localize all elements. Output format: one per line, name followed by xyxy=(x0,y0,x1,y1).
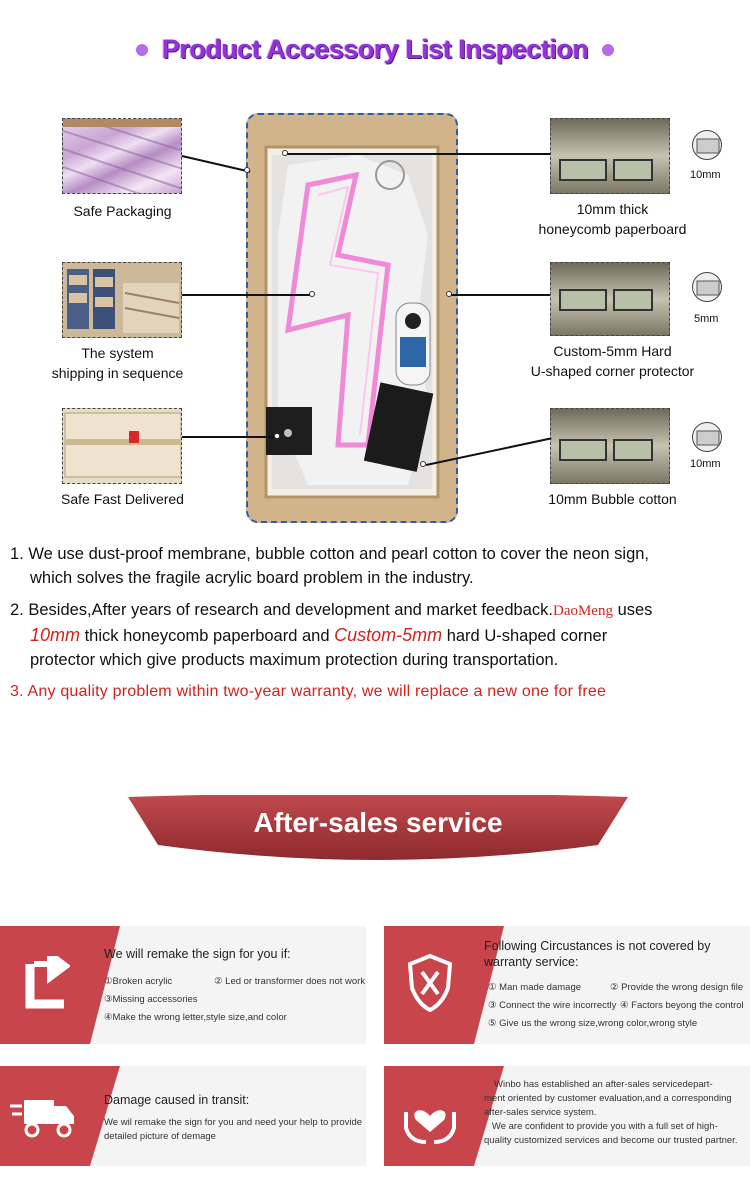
safe-packaging-photo xyxy=(62,118,182,194)
caliper-display-5 xyxy=(559,439,607,461)
caliper-display-4 xyxy=(613,289,653,311)
caliper-display-2 xyxy=(613,159,653,181)
card-not-covered-item: ② Provide the wrong design file xyxy=(610,982,744,993)
card-remake-item: ③Missing accessories xyxy=(104,994,198,1005)
connector-dot-corner xyxy=(446,291,452,297)
safe-packaging-caption: Safe Packaging xyxy=(73,203,172,219)
caliper-display-6 xyxy=(613,439,653,461)
shield-wrench-icon xyxy=(406,952,454,1012)
connector-line-delivered xyxy=(182,436,276,438)
card-remake xyxy=(0,926,366,1044)
card-remake-item: ①Broken acrylic xyxy=(104,976,173,987)
card-remake-item: ② Led or transformer does not work xyxy=(214,976,366,987)
caliper-display-3 xyxy=(559,289,607,311)
packaged-neon-sign-photo xyxy=(246,113,458,523)
bubble-badge: 10mm xyxy=(690,458,721,470)
card-not-covered-item: ① Man made damage xyxy=(488,982,582,993)
honeycomb-badge: 10mm xyxy=(690,169,721,181)
return-arrow-icon xyxy=(20,956,70,1012)
after-sales-banner xyxy=(128,795,628,863)
card-remake-heading: We will remake the sign for you if: xyxy=(104,947,291,961)
connector-dot-packaging xyxy=(244,167,250,173)
connector-line-honeycomb xyxy=(286,153,550,155)
card-damage-transit xyxy=(0,1066,366,1166)
card-damage-body: We wil remake the sign for you and need your help to provide detailed picture of demage xyxy=(104,1117,363,1142)
card-remake-item: ④Make the wrong letter,style size,and color xyxy=(104,1012,287,1023)
card-not-covered-item: ⑤ Give us the wrong size,wrong color,wrong style xyxy=(488,1018,698,1029)
delivery-truck-icon xyxy=(10,1094,76,1140)
brand-name: DaoMeng xyxy=(552,603,613,619)
bubble-cotton-caliper-photo xyxy=(550,408,670,484)
paragraph-3-warranty: 3. Any quality problem within two-year warranty, we will replace a new one for free xyxy=(10,683,607,700)
card-not-covered xyxy=(384,926,750,1044)
caliper-display xyxy=(559,159,607,181)
corner-badge: 5mm xyxy=(694,313,719,325)
card-not-covered-heading: Following Circustances is not covered by warranty service: xyxy=(484,939,711,969)
neon-package-illustration xyxy=(248,115,456,521)
card-not-covered-item: ③ Connect the wire incorrectly xyxy=(488,1000,617,1011)
connector-line-corner xyxy=(450,294,550,296)
page-title: Product Accessory List Inspection xyxy=(0,34,750,65)
card-not-covered-item: ④ Factors beyong the control xyxy=(620,1000,744,1011)
card-winbo-body: Winbo has established an after-sales servicedepart- ment oriented by customer evaluation,and a corresponding after-sales service system. We are confident to provide you with a full set of high- quality customized services and become our trusted partner. xyxy=(484,1079,738,1146)
corner-protector-caption: Custom-5mm Hard U-shaped corner protector xyxy=(530,343,695,379)
honeycomb-caliper-photo xyxy=(550,118,670,194)
delivery-box-photo xyxy=(62,408,182,484)
warehouse-photo xyxy=(62,262,182,338)
emphasis-10mm: 10mm xyxy=(30,625,81,645)
box-illustration xyxy=(63,409,182,484)
heart-hands-icon xyxy=(402,1088,458,1144)
connector-dot-shipping xyxy=(309,291,315,297)
title-dot-right xyxy=(602,44,614,56)
connector-line-packaging xyxy=(182,155,251,172)
card-damage-heading: Damage caused in transit: xyxy=(104,1093,250,1107)
corner-protector-caliper-photo xyxy=(550,262,670,336)
connector-dot-honeycomb xyxy=(282,150,288,156)
shipping-sequence-caption: The system shipping in sequence xyxy=(51,345,184,381)
paragraph-2: 2. Besides,After years of research and development and market feedback.DaoMeng uses 10mm thick honeycomb paperboard and Custom-5mm hard U-shaped corner protector which give products maximum protection during transportation. xyxy=(10,601,653,669)
corner-zoom-circle xyxy=(692,272,722,302)
connector-line-shipping xyxy=(182,294,310,296)
paragraph-1: 1. We use dust-proof membrane, bubble cotton and pearl cotton to cover the neon sign, which solves the fragile acrylic board problem in the industry. xyxy=(10,545,650,587)
title-dot-left xyxy=(136,44,148,56)
bubble-zoom-circle xyxy=(692,422,722,452)
honeycomb-zoom-circle xyxy=(692,130,722,160)
banner-title: After-sales service xyxy=(253,807,503,838)
warehouse-shelves xyxy=(63,263,182,338)
emphasis-custom-5mm: Custom-5mm xyxy=(334,625,443,645)
bubble-cotton-caption: 10mm Bubble cotton xyxy=(548,491,677,507)
honeycomb-caption: 10mm thick honeycomb paperboard xyxy=(538,201,687,237)
packaging-texture xyxy=(63,119,182,194)
connector-dot-delivered xyxy=(274,433,280,439)
card-winbo-service xyxy=(384,1066,750,1166)
safe-fast-delivered-caption: Safe Fast Delivered xyxy=(61,491,184,507)
connector-dot-bubble xyxy=(420,461,426,467)
